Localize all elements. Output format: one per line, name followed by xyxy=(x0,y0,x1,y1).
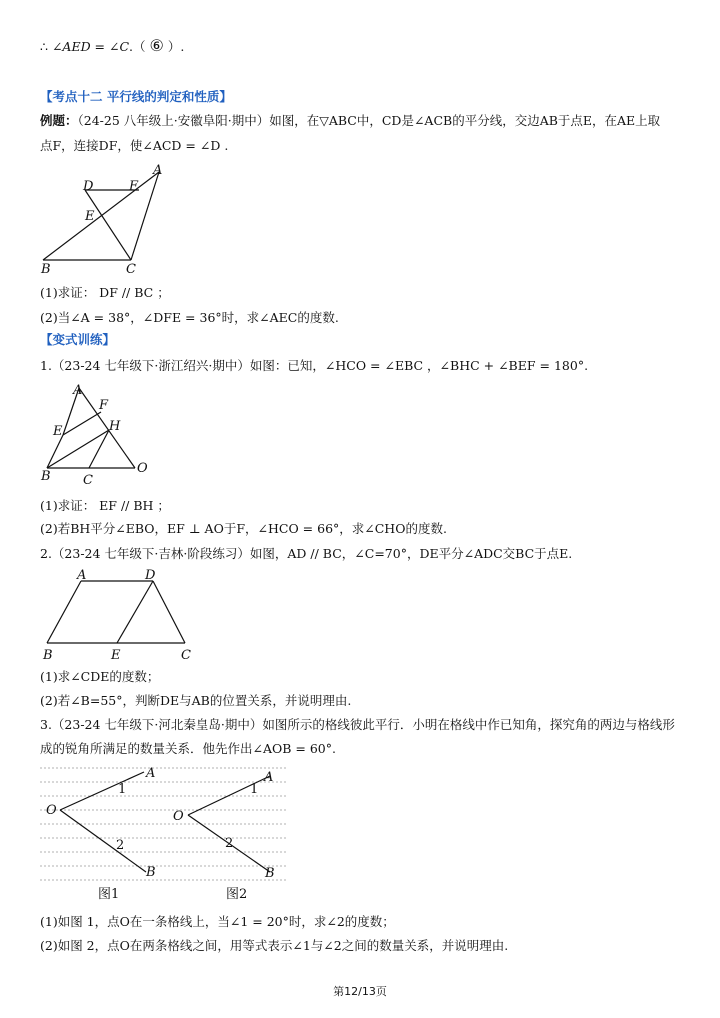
p3-q1: (1)如图 1，点O在一条格线上，当∠1 = 20°时，求∠2的度数； xyxy=(40,914,395,929)
p3-figures xyxy=(38,762,298,908)
fig-label: O xyxy=(137,461,148,476)
fig2-label: 2 xyxy=(225,836,234,851)
fig-label: F xyxy=(99,398,109,413)
fig1-label: 1 xyxy=(118,782,127,797)
fig-label: E xyxy=(111,648,121,663)
fig-label: A xyxy=(73,383,83,398)
fig2-label: 1 xyxy=(250,782,259,797)
p2-figure xyxy=(35,567,205,663)
example-figure xyxy=(35,160,175,278)
fig-label: D xyxy=(83,179,94,194)
fig-label: C xyxy=(181,648,191,663)
fig1-caption: 图1 xyxy=(98,887,120,902)
fig-label: B xyxy=(43,648,53,663)
p1-q1: (1)求证： EF // BH ； xyxy=(40,498,170,513)
circled-blank: ⑥ xyxy=(149,36,164,55)
example-line1: 例题：（24-25 八年级上·安徽阜阳·期中）如图，在▽ABC中，CD是∠ACB的平分线，交边AB于点E，在AE上取 xyxy=(40,113,661,128)
fig2-caption: 图2 xyxy=(226,887,248,902)
p2-q1: (1)求∠CDE的度数； xyxy=(40,669,160,684)
fig1-label: 2 xyxy=(116,838,125,853)
fig-label: C xyxy=(126,262,136,277)
p2-head: 2.（23-24 七年级下·吉林·阶段练习）如图，AD // BC，∠C=70°，DE平分∠ADC交BC于点E. xyxy=(40,546,573,561)
example-label: 例题： xyxy=(40,113,78,128)
fig-label: D xyxy=(145,568,156,583)
example-line2: 点F，连接DF，使∠ACD = ∠D . xyxy=(40,138,229,153)
fig-label: E xyxy=(85,209,95,224)
example-q2: (2)当∠A = 38°，∠DFE = 36°时，求∠AEC的度数. xyxy=(40,310,339,325)
fig-label: F xyxy=(129,179,139,194)
fig2-label: B xyxy=(265,866,275,881)
fig-label: E xyxy=(53,424,63,439)
variant-title: 【变式训练】 xyxy=(40,332,116,347)
fig-label: A xyxy=(77,568,87,583)
section-title: 【考点十二 平行线的判定和性质】 xyxy=(40,89,232,104)
fig-label: H xyxy=(109,419,121,434)
example-q1: (1)求证： DF // BC ； xyxy=(40,285,170,300)
p3-head2: 成的锐角所满足的数量关系．他先作出∠AOB = 60°. xyxy=(40,741,336,756)
fig-label: C xyxy=(83,473,93,485)
p2-q2: (2)若∠B=55°，判断DE与AB的位置关系，并说明理由. xyxy=(40,693,352,708)
fig1-label: O xyxy=(46,803,57,818)
page-number: 第12/13页 xyxy=(333,985,387,998)
fig1-label: A xyxy=(146,766,156,781)
fig1-label: B xyxy=(146,865,156,880)
fig-label: A xyxy=(153,163,163,178)
top-conclusion-line: ∴ ∠AED = ∠C.（ ⑥ ）. xyxy=(40,36,185,55)
p1-figure xyxy=(35,380,165,485)
fig2-label: O xyxy=(173,809,184,824)
p3-q2: (2)如图 2，点O在两条格线之间，用等式表示∠1与∠2之间的数量关系，并说明理由. xyxy=(40,938,509,953)
p1-q2: (2)若BH平分∠EBO，EF ⊥ AO于F，∠HCO = 66°，求∠CHO的度数. xyxy=(40,521,447,536)
fig-label: B xyxy=(41,262,51,277)
fig2-label: A xyxy=(264,770,274,785)
p3-head1: 3.（23-24 七年级下·河北秦皇岛·期中）如图所示的格线彼此平行．小明在格线中作已知角，探究角的两边与格线形 xyxy=(40,717,675,732)
fig-label: B xyxy=(41,469,51,484)
p1-head: 1.（23-24 七年级下·浙江绍兴·期中）如图：已知，∠HCO = ∠EBC ，∠BHC + ∠BEF = 180°. xyxy=(40,358,589,373)
